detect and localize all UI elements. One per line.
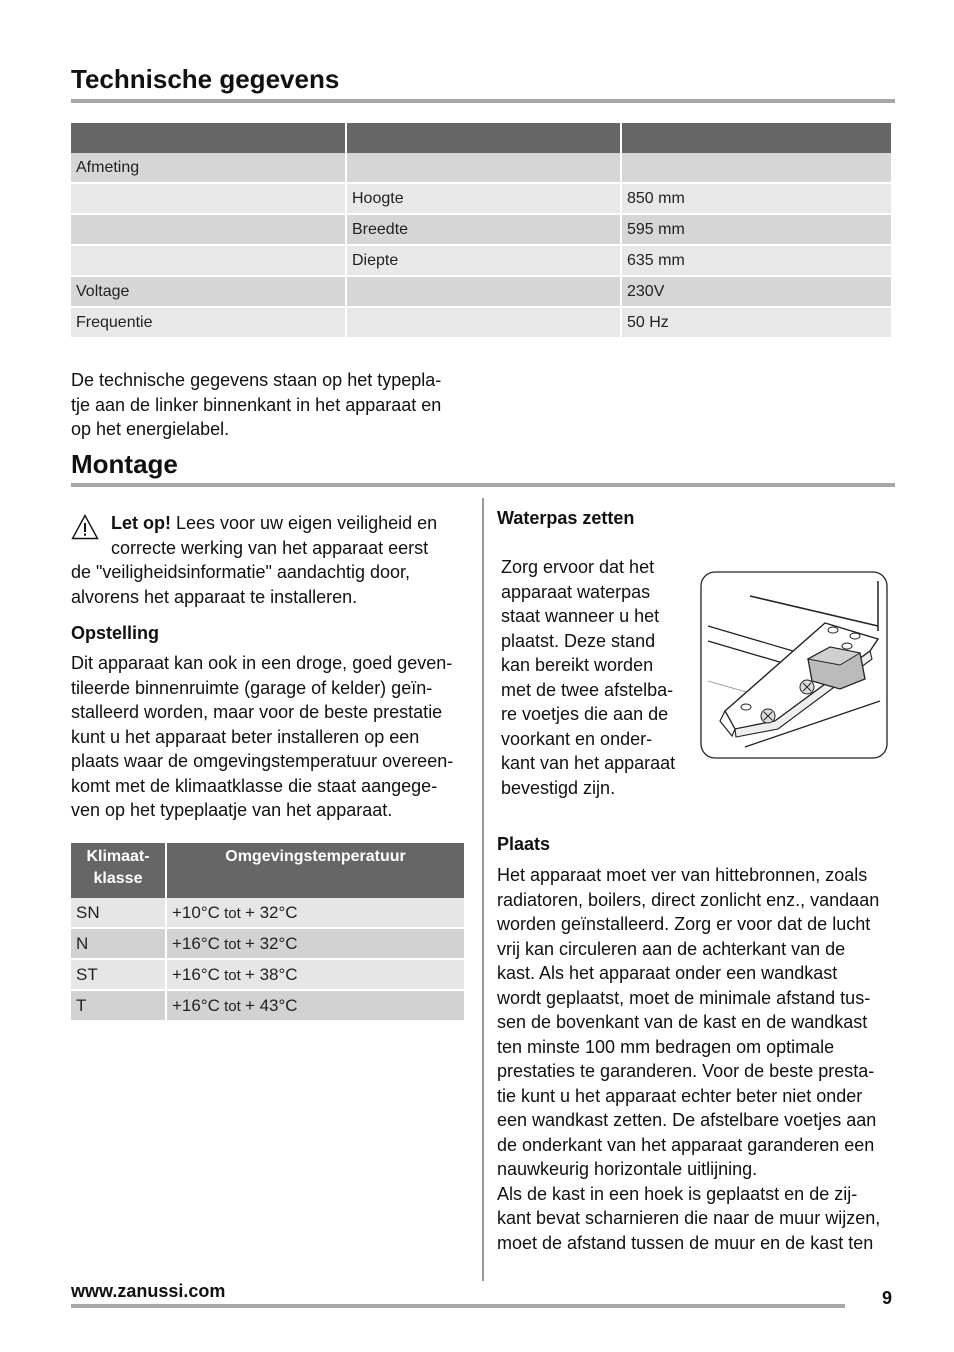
row-sub: Diepte xyxy=(347,246,620,277)
table-row xyxy=(71,898,464,929)
climate-temp xyxy=(167,991,464,1022)
temp-from: +16°C xyxy=(172,933,220,953)
footer-website: www.zanussi.com xyxy=(71,1281,226,1301)
row-sub: Breedte xyxy=(347,215,620,246)
climate-class: ST xyxy=(71,960,165,991)
temp-tot: tot xyxy=(219,935,245,953)
climate-header-temp: Omgevingstemperatuur xyxy=(167,843,464,898)
waterpas-text: Zorg ervoor dat het apparaat waterpas staat wanneer u het plaatst. Deze stand kan bereikt worden met de twee afstelba- re voetjes die aan de voorkant en onder- kant van het apparaat bevestigd zijn. xyxy=(501,557,676,798)
table-row xyxy=(71,184,891,215)
row-label xyxy=(71,246,345,277)
row-value: 635 mm xyxy=(622,246,891,277)
warning-lines xyxy=(111,511,471,560)
technical-note: De technische gegevens staan op het typepla- tje aan de linker binnenkant in het apparaat en op het energielabel. xyxy=(71,370,442,439)
opstelling-text: Dit apparaat kan ook in een droge, goed geven- tileerde binnenruimte (garage of kelder) geïn- stalleerd worden, maar voor de beste prestatie kunt u het apparaat beter installeren op een plaats waar de omgevingstemperatuur overeen- komt met de klimaatklasse die staat aangege- ven op het typeplaatje van het apparaat. xyxy=(71,653,454,820)
row-value: 595 mm xyxy=(622,215,891,246)
row-sub: Hoogte xyxy=(347,184,620,215)
row-sub xyxy=(347,153,620,184)
table-row xyxy=(71,277,891,308)
waterpas-heading: Waterpas zetten xyxy=(497,508,635,528)
table-header-cell xyxy=(622,123,891,153)
table-header-cell xyxy=(71,123,345,153)
temp-to: + 32°C xyxy=(244,933,298,953)
climate-class-table xyxy=(69,843,466,1022)
row-label: Frequentie xyxy=(71,308,345,339)
warning-triangle-icon xyxy=(71,514,99,540)
row-value xyxy=(622,153,891,184)
page-title-technical: Technische gegevens xyxy=(71,64,340,94)
technical-data-table xyxy=(69,123,893,339)
row-label xyxy=(71,215,345,246)
footer-rule xyxy=(71,1304,845,1308)
table-header-cell xyxy=(347,123,620,153)
row-label xyxy=(71,184,345,215)
row-sub xyxy=(347,308,620,339)
climate-class: T xyxy=(71,991,165,1022)
table-row xyxy=(71,929,464,960)
page-number: 9 xyxy=(882,1288,893,1308)
row-value: 50 Hz xyxy=(622,308,891,339)
table-row xyxy=(71,960,464,991)
climate-temp xyxy=(167,960,464,991)
table-row xyxy=(71,153,891,184)
table-row xyxy=(71,308,891,339)
temp-tot: tot xyxy=(219,997,245,1015)
climate-temp xyxy=(167,929,464,960)
adjustable-foot-illustration xyxy=(700,571,890,761)
row-value: 230V xyxy=(622,277,891,308)
table-row xyxy=(71,991,464,1022)
opstelling-heading: Opstelling xyxy=(71,623,160,643)
climate-class: SN xyxy=(71,898,165,929)
warning-line2: correcte werking van het apparaat eerst xyxy=(111,537,429,558)
plaats-heading: Plaats xyxy=(497,834,551,854)
table-row xyxy=(71,246,891,277)
plaats-text: Het apparaat moet ver van hittebronnen, zoals radiatoren, boilers, direct zonlicht enz., vandaan worden geïnstalleerd. Zorg er voor dat de lucht vrij kan circuleren aan de achterkant van de kast. Als het apparaat onder een wandkast wordt geplaatst, moet de minimale afstand tus- sen de bovenkant van de kast en de wandkast ten minste 100 mm bedragen om optimale prestaties te garanderen. Voor de beste presta- tie kunt u het apparaat echter beter niet onder een wandkast zetten. De afstelbare voetjes aan de onderkant van het apparaat garanderen een nauwkeurig horizontale uitlijning. Als de kast in een hoek is geplaatst en de zij- kant bevat scharnieren die naar de muur wijzen, moet de afstand tussen de muur en de kast ten xyxy=(497,865,881,1253)
warning-rest: de "veiligheidsinformatie" aandachtig door, alvorens het apparaat te installeren. xyxy=(71,562,410,607)
row-label: Voltage xyxy=(71,277,345,308)
temp-from: +16°C xyxy=(172,995,220,1015)
page-title-montage: Montage xyxy=(71,449,178,479)
temp-to: + 38°C xyxy=(244,964,298,984)
column-divider xyxy=(482,498,484,1281)
temp-to: + 43°C xyxy=(244,995,298,1015)
climate-temp xyxy=(167,898,464,929)
title-underline xyxy=(71,483,895,487)
row-sub xyxy=(347,277,620,308)
climate-header-class: Klimaat- klasse xyxy=(71,843,165,898)
temp-from: +16°C xyxy=(172,964,220,984)
title-underline xyxy=(71,99,895,103)
warning-line1: Lees voor uw eigen veiligheid en xyxy=(171,513,438,533)
climate-class: N xyxy=(71,929,165,960)
row-value: 850 mm xyxy=(622,184,891,215)
temp-tot: tot xyxy=(219,904,245,922)
temp-from: +10°C xyxy=(172,902,220,922)
warning-label: Let op! xyxy=(111,513,171,533)
row-label: Afmeting xyxy=(71,153,345,184)
temp-tot: tot xyxy=(219,966,245,984)
table-row xyxy=(71,215,891,246)
temp-to: + 32°C xyxy=(244,902,298,922)
